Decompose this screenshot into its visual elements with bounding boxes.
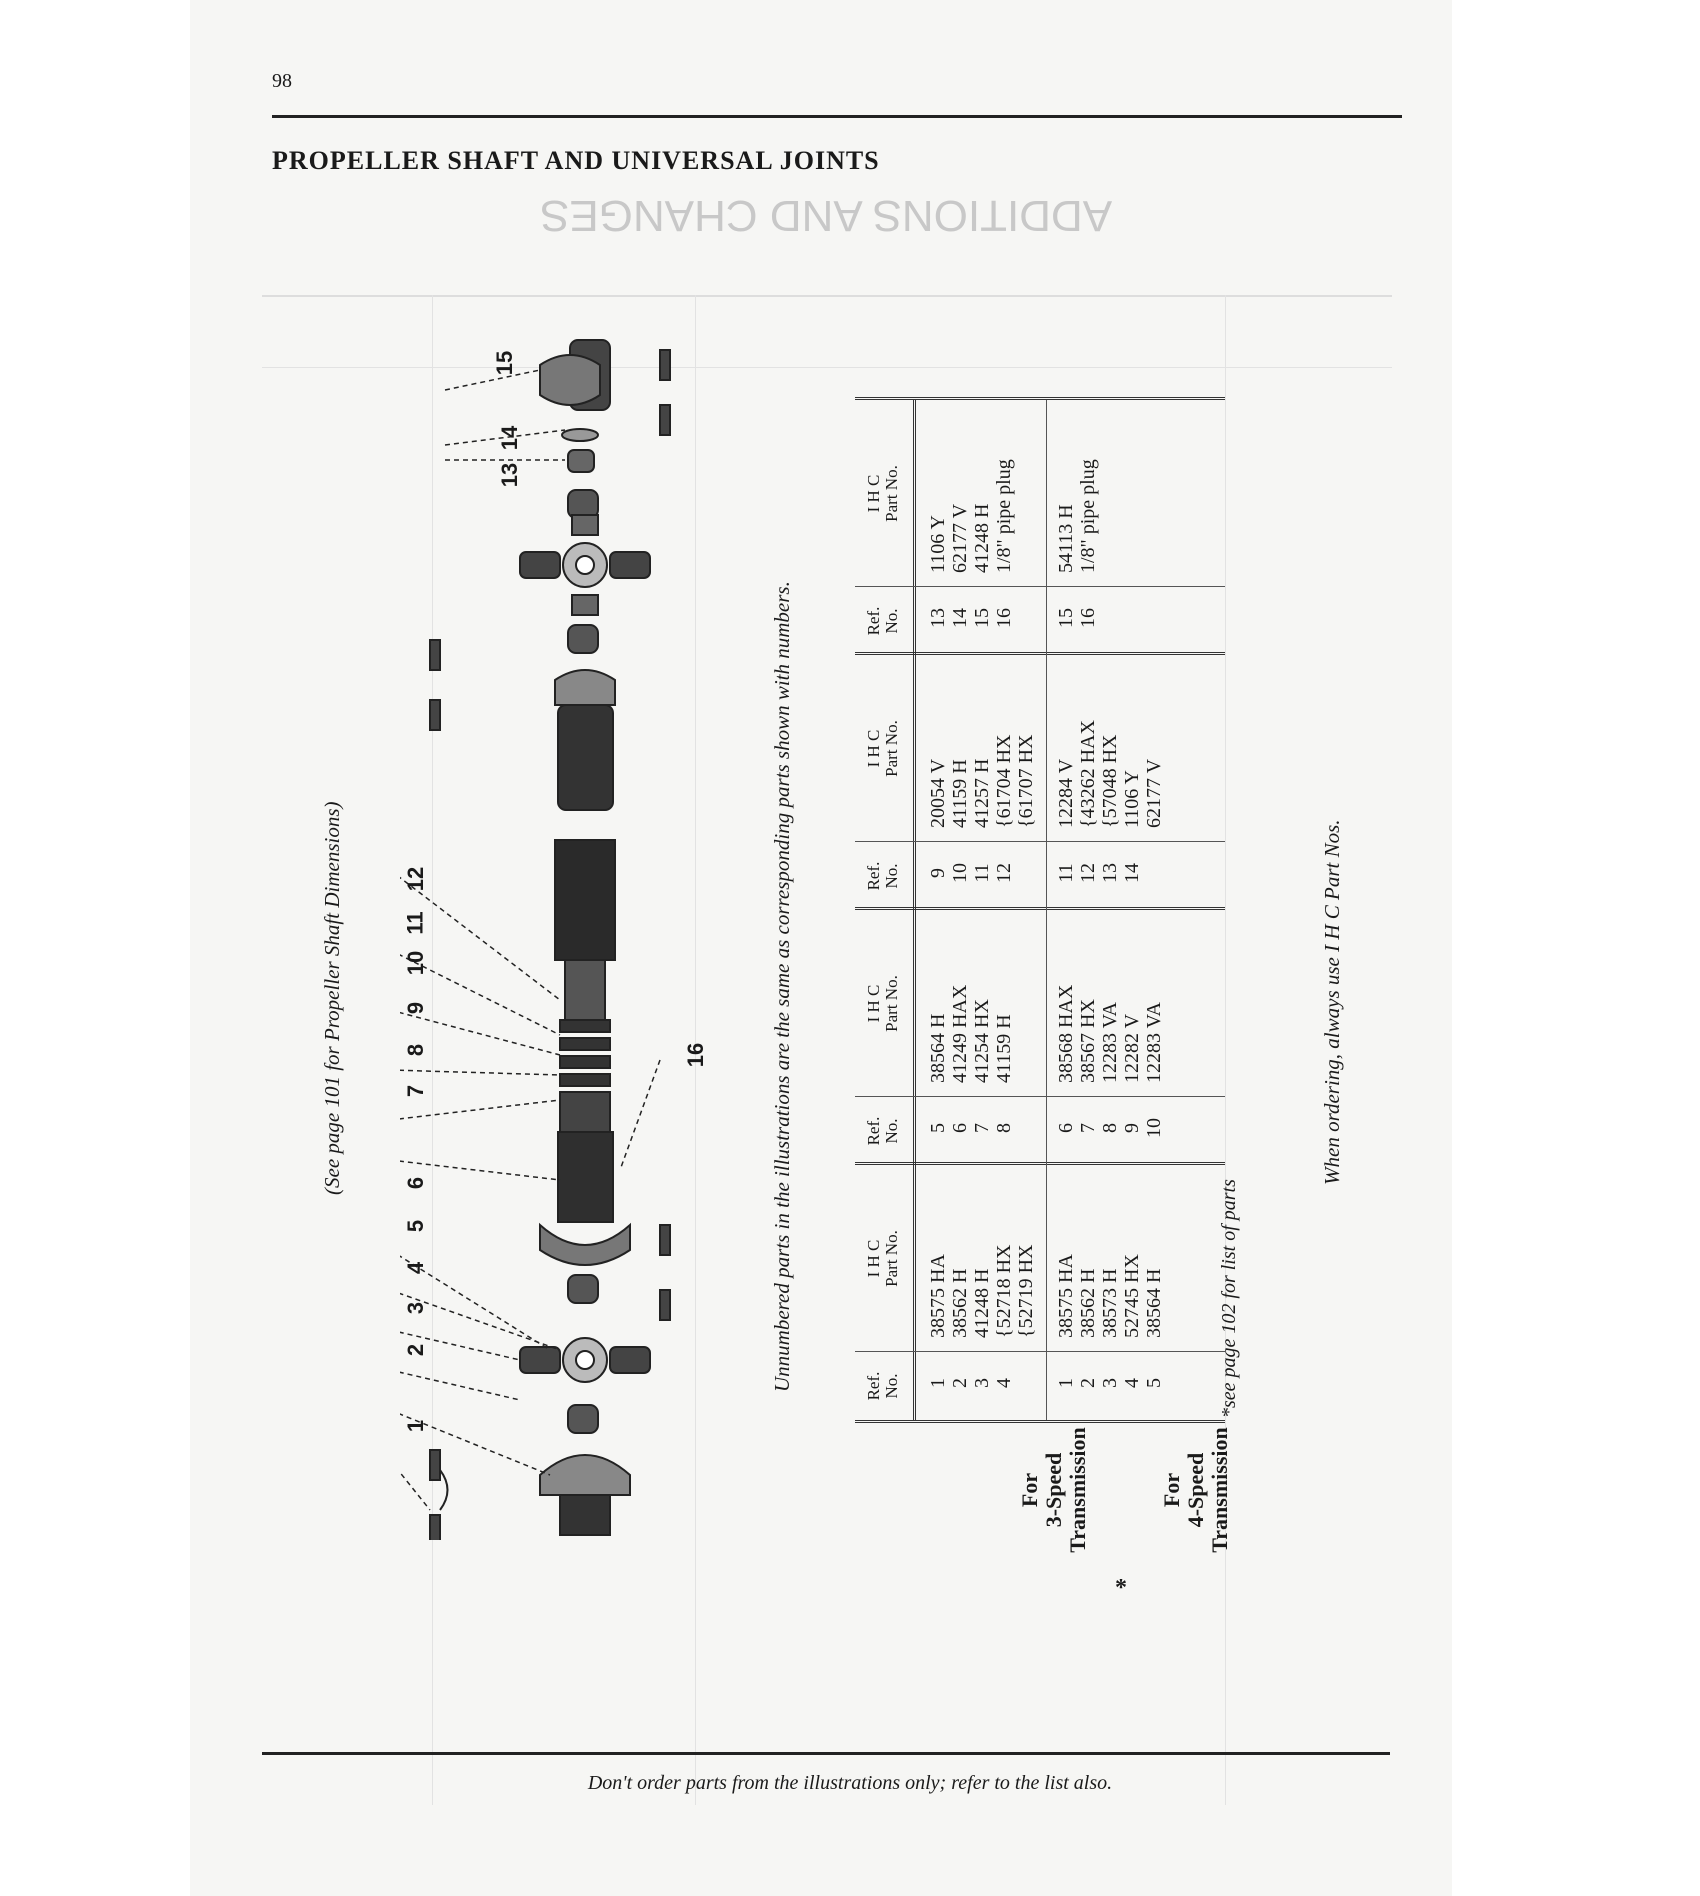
ref-number: 15 (971, 608, 993, 628)
ref-number: 4 (993, 1378, 1015, 1388)
header-line: No. (882, 1373, 901, 1399)
callout-6: 6 (403, 1176, 429, 1190)
part-numbers (1055, 1254, 1165, 1338)
ref-number: 8 (993, 1123, 1015, 1133)
part-numbers (1055, 985, 1165, 1083)
header-line: No. (882, 1118, 901, 1144)
ref-number: 13 (927, 608, 949, 628)
callout-9: 9 (403, 1001, 429, 1015)
ref-number: 16 (993, 608, 1015, 628)
ref-number: 2 (949, 1378, 971, 1388)
ref-number: 10 (949, 863, 971, 883)
ref-numbers (927, 591, 1015, 645)
page-number: 98 (272, 70, 292, 92)
callout-13: 13 (497, 462, 523, 488)
ref-number: 14 (949, 608, 971, 628)
part-number: {52719 HX (1015, 1244, 1037, 1338)
ref-number: 2 (1077, 1378, 1099, 1388)
part-number: 38575 HA (927, 1254, 949, 1338)
header-line: Ref. (864, 861, 883, 891)
ref-numbers (927, 846, 1015, 900)
callout-8: 8 (403, 1043, 429, 1057)
header-ref-no (855, 587, 916, 655)
part-numbers (1055, 459, 1099, 573)
ref-number: 6 (1055, 1123, 1077, 1133)
ref-number: 15 (1055, 608, 1077, 628)
ref-number: 13 (1099, 863, 1121, 883)
column-divider (855, 907, 1225, 910)
part-numbers (927, 1245, 1037, 1339)
part-number: 54113 H (1055, 504, 1077, 573)
header-line: I H C (864, 1239, 883, 1278)
callout-4: 4 (403, 1261, 429, 1275)
header-ihc-part-no (855, 655, 916, 842)
ref-numbers (1055, 1101, 1165, 1155)
column-divider (855, 1162, 1225, 1165)
callout-10: 10 (403, 950, 429, 976)
ref-number: 5 (927, 1123, 949, 1133)
header-line: Part No. (882, 720, 901, 777)
ref-number: 6 (949, 1123, 971, 1133)
part-number: 1106 Y (927, 515, 949, 573)
ref-numbers (927, 1356, 1015, 1410)
header-line: Part No. (882, 1230, 901, 1287)
part-number: 41254 HX (971, 999, 993, 1083)
part-number: 38564 H (1143, 1268, 1165, 1338)
ref-number: 4 (1121, 1378, 1143, 1388)
header-line: No. (882, 608, 901, 634)
part-number: 12283 VA (1143, 1002, 1165, 1083)
callout-3: 3 (403, 1301, 429, 1315)
part-number: 1/8" pipe plug (993, 459, 1015, 573)
ref-number: 12 (1077, 863, 1099, 883)
ref-number: 10 (1143, 1118, 1165, 1138)
header-line: No. (882, 863, 901, 889)
top-rule (272, 115, 1402, 118)
part-number: 1106 Y (1121, 770, 1143, 828)
part-numbers (1055, 720, 1165, 828)
ghost-title: ADDITIONS AND CHANGES (540, 191, 1113, 240)
bottom-rule (262, 1752, 1390, 1755)
part-number: {61704 HX (993, 734, 1015, 828)
ref-number: 11 (1055, 863, 1077, 883)
header-ref-no (855, 1352, 916, 1420)
part-number: 41249 HAX (949, 984, 971, 1083)
callout-14: 14 (497, 425, 523, 451)
header-line: Ref. (864, 606, 883, 636)
part-number: 52745 HX (1121, 1254, 1143, 1338)
ref-numbers (927, 1101, 1015, 1155)
callout-7: 7 (403, 1084, 429, 1098)
header-ref-no (855, 1097, 916, 1165)
part-numbers (927, 985, 1015, 1083)
part-number: 41248 H (971, 1268, 993, 1338)
ref-number: 11 (971, 863, 993, 883)
star-marker: * (1115, 1575, 1127, 1601)
part-number: 62177 V (1143, 758, 1165, 828)
ref-number: 3 (971, 1378, 993, 1388)
header-ref-no (855, 842, 916, 910)
ref-numbers (1055, 1356, 1165, 1410)
part-number: 41159 H (949, 759, 971, 828)
callout-1: 1 (403, 1419, 429, 1433)
part-numbers (927, 459, 1015, 573)
footer-note: Don't order parts from the illustrations only; refer to the list also. (587, 1772, 1113, 1794)
part-number: 38567 HX (1077, 999, 1099, 1083)
header-line: Ref. (864, 1371, 883, 1401)
header-line: Part No. (882, 465, 901, 522)
ordering-note: When ordering, always use I H C Part Nos. (1320, 819, 1344, 1185)
part-number: 38575 HA (1055, 1254, 1077, 1338)
part-number: 20054 V (927, 758, 949, 828)
column-divider (855, 586, 1225, 587)
callout-16: 16 (683, 1042, 709, 1068)
ref-number: 1 (1055, 1378, 1077, 1388)
ref-number: 7 (971, 1123, 993, 1133)
column-divider (855, 1351, 1225, 1352)
part-numbers (927, 735, 1037, 829)
part-number: 12284 V (1055, 758, 1077, 828)
ref-number: 16 (1077, 608, 1099, 628)
header-ihc-part-no (855, 400, 916, 587)
parts-table (855, 403, 1225, 1423)
part-number: 41248 H (971, 503, 993, 573)
part-number: 62177 V (949, 503, 971, 573)
ref-number: 8 (1099, 1123, 1121, 1133)
page-sheet (190, 0, 1452, 1896)
part-number: {61707 HX (1015, 734, 1037, 828)
part-number: 41159 H (993, 1014, 1015, 1083)
header-line: I H C (864, 474, 883, 513)
column-divider (855, 841, 1225, 842)
part-number: 38562 H (1077, 1268, 1099, 1338)
callout-11: 11 (402, 911, 428, 935)
ref-number: 9 (1121, 1123, 1143, 1133)
part-number: 38564 H (927, 1013, 949, 1083)
part-number: 38573 H (1099, 1268, 1121, 1338)
page-title: PROPELLER SHAFT AND UNIVERSAL JOINTS (272, 146, 880, 175)
callout-2: 2 (403, 1343, 429, 1357)
ref-number: 14 (1121, 863, 1143, 883)
part-number: {52718 HX (993, 1244, 1015, 1338)
header-ihc-part-no (855, 910, 916, 1097)
header-line: I H C (864, 984, 883, 1023)
ref-number: 9 (927, 868, 949, 878)
callout-12: 12 (403, 866, 429, 892)
part-number: 1/8" pipe plug (1077, 459, 1099, 573)
callout-5: 5 (403, 1219, 429, 1233)
ref-number: 7 (1077, 1123, 1099, 1133)
part-number: 38562 H (949, 1268, 971, 1338)
dimensions-note: (See page 101 for Propeller Shaft Dimensions) (320, 801, 344, 1195)
ref-numbers (1055, 591, 1099, 645)
illustration-caption: Unnumbered parts in the illustrations are the same as corresponding parts shown with numbers. (770, 581, 794, 1392)
column-divider (855, 1096, 1225, 1097)
part-number: 41257 H (971, 758, 993, 828)
header-ihc-part-no (855, 1165, 916, 1352)
part-number: {57048 HX (1099, 734, 1121, 828)
ref-number: 5 (1143, 1378, 1165, 1388)
header-line: Part No. (882, 975, 901, 1032)
group-label-3-speed: For 3-Speed Transmission (1017, 1427, 1090, 1553)
group-label-4-speed: For 4-Speed Transmission (1159, 1427, 1232, 1553)
callout-15: 15 (492, 350, 518, 376)
see-page-note: *see page 102 for list of parts (1218, 1179, 1240, 1418)
part-number: {43262 HAX (1077, 720, 1099, 828)
column-divider (855, 652, 1225, 655)
header-line: I H C (864, 729, 883, 768)
header-line: Ref. (864, 1116, 883, 1146)
ref-number: 1 (927, 1378, 949, 1388)
part-number: 12282 V (1121, 1013, 1143, 1083)
ref-numbers (1055, 846, 1143, 900)
part-number: 38568 HAX (1055, 984, 1077, 1083)
ref-number: 12 (993, 863, 1015, 883)
ref-number: 3 (1099, 1378, 1121, 1388)
propeller-shaft-illustration (400, 310, 730, 1540)
group-separator (1046, 400, 1047, 1420)
part-number: 12283 VA (1099, 1002, 1121, 1083)
